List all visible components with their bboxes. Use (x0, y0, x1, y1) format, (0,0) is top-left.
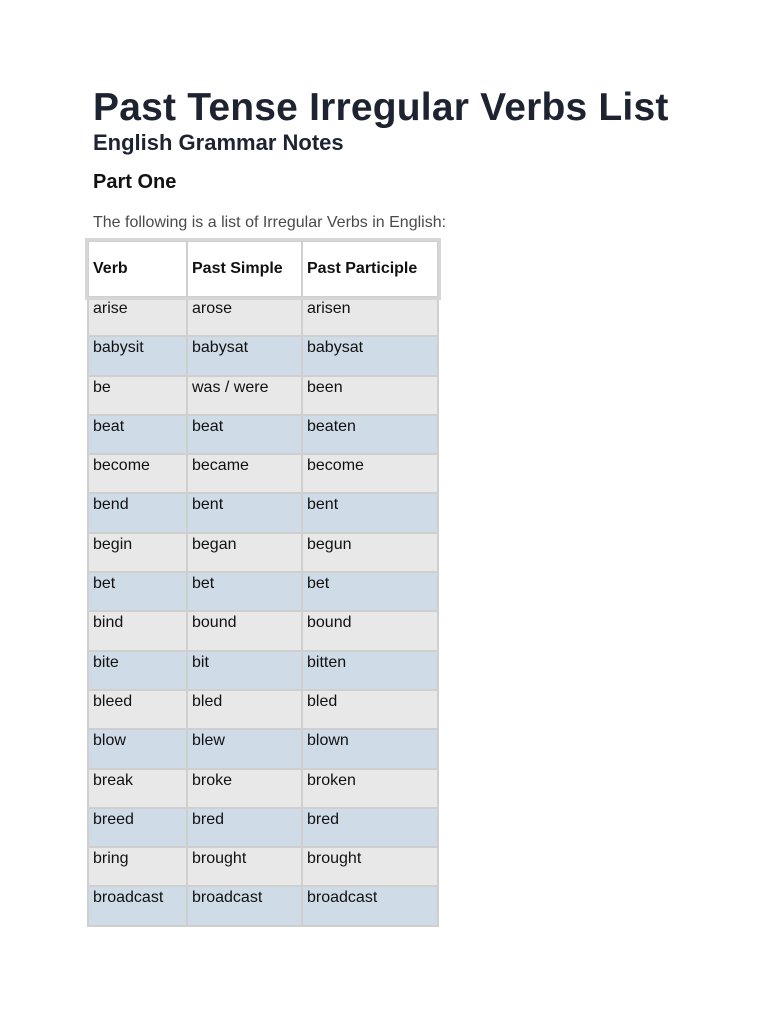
table-row (88, 847, 438, 886)
header-past-simple: Past Simple (187, 241, 302, 297)
cell-past-simple: beat (187, 415, 302, 454)
table-row (88, 651, 438, 690)
cell-past-simple: brought (187, 847, 302, 886)
table-row (88, 729, 438, 768)
header-verb: Verb (88, 241, 187, 297)
table-row (88, 336, 438, 375)
page-subtitle: English Grammar Notes (93, 130, 344, 155)
cell-verb: blow (88, 729, 187, 768)
cell-past-participle: bred (302, 808, 438, 847)
cell-past-participle: arisen (302, 297, 438, 336)
cell-past-participle: bled (302, 690, 438, 729)
cell-verb: bind (88, 611, 187, 650)
table-row (88, 690, 438, 729)
cell-past-participle: blown (302, 729, 438, 768)
cell-past-simple: broke (187, 769, 302, 808)
cell-verb: bend (88, 493, 187, 532)
cell-past-simple: bred (187, 808, 302, 847)
header-past-participle: Past Participle (302, 241, 438, 297)
cell-verb: begin (88, 533, 187, 572)
cell-past-simple: arose (187, 297, 302, 336)
cell-verb: be (88, 376, 187, 415)
table-row (88, 769, 438, 808)
table-header-row (88, 241, 438, 297)
table-row (88, 493, 438, 532)
cell-verb: bleed (88, 690, 187, 729)
cell-verb: arise (88, 297, 187, 336)
cell-verb: breed (88, 808, 187, 847)
cell-past-participle: broken (302, 769, 438, 808)
cell-verb: beat (88, 415, 187, 454)
cell-past-participle: babysat (302, 336, 438, 375)
cell-past-simple: bled (187, 690, 302, 729)
table-row (88, 454, 438, 493)
cell-verb: bite (88, 651, 187, 690)
cell-past-participle: bound (302, 611, 438, 650)
cell-past-simple: was / were (187, 376, 302, 415)
cell-past-simple: blew (187, 729, 302, 768)
cell-past-participle: begun (302, 533, 438, 572)
table-row (88, 297, 438, 336)
cell-past-simple: broadcast (187, 886, 302, 925)
table-row (88, 533, 438, 572)
section-heading: Part One (93, 171, 177, 193)
irregular-verbs-table (87, 240, 439, 927)
cell-past-simple: bit (187, 651, 302, 690)
cell-past-simple: bet (187, 572, 302, 611)
cell-past-participle: beaten (302, 415, 438, 454)
cell-past-participle: bitten (302, 651, 438, 690)
cell-verb: break (88, 769, 187, 808)
table-row (88, 376, 438, 415)
cell-verb: become (88, 454, 187, 493)
cell-verb: bet (88, 572, 187, 611)
cell-verb: babysit (88, 336, 187, 375)
cell-verb: bring (88, 847, 187, 886)
cell-past-simple: babysat (187, 336, 302, 375)
intro-paragraph: The following is a list of Irregular Verbs in English: (93, 214, 447, 231)
table-body (88, 297, 438, 926)
page-title: Past Tense Irregular Verbs List (93, 86, 669, 129)
table-row (88, 611, 438, 650)
cell-past-participle: broadcast (302, 886, 438, 925)
cell-past-simple: began (187, 533, 302, 572)
cell-past-simple: bound (187, 611, 302, 650)
cell-past-participle: become (302, 454, 438, 493)
cell-past-participle: been (302, 376, 438, 415)
cell-past-participle: brought (302, 847, 438, 886)
cell-past-participle: bent (302, 493, 438, 532)
table-row (88, 808, 438, 847)
table-row (88, 572, 438, 611)
cell-past-simple: bent (187, 493, 302, 532)
cell-verb: broadcast (88, 886, 187, 925)
table-row (88, 886, 438, 925)
cell-past-participle: bet (302, 572, 438, 611)
cell-past-simple: became (187, 454, 302, 493)
table-row (88, 415, 438, 454)
